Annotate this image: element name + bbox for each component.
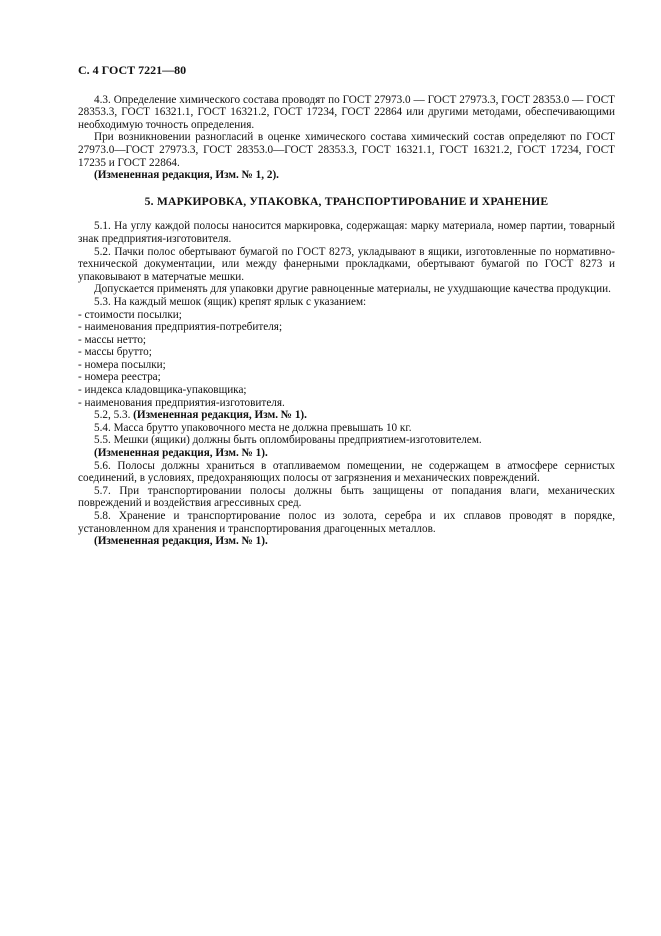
paragraph-5-2: 5.2. Пачки полос обертывают бумагой по ГОСТ 8273, укладывают в ящики, изготовленные по нормативно-технической документации, или между фанерными прокладками, обертывают бумагой по ГОСТ 8273 и упаковывают в матерчатые мешки. xyxy=(78,245,615,283)
paragraph-5-7: 5.7. При транспортировании полосы должны быть защищены от попадания влаги, механических повреждений и воздействия агрессивных сред. xyxy=(78,484,615,510)
edition-note: (Измененная редакция, Изм. № 1). xyxy=(94,447,268,460)
list-item: - наименования предприятия-потребителя; xyxy=(78,321,283,334)
page-header: С. 4 ГОСТ 7221—80 xyxy=(78,63,187,77)
list-item: - номера посылки; xyxy=(78,358,166,371)
paragraph-5-2-allowance: Допускается применять для упаковки другие равноценные материалы, не ухудшающие качества продукции. xyxy=(94,283,611,296)
paragraph-4-3: 4.3. Определение химического состава проводят по ГОСТ 27973.0 — ГОСТ 27973.3, ГОСТ 28353.0 — ГОСТ 28353.3, ГОСТ 16321.1, ГОСТ 16321.2, ГОСТ 17234, ГОСТ 22864 или другими методами, обеспечивающими необходимую точность определения. xyxy=(78,93,615,131)
paragraph-5-3: 5.3. На каждый мешок (ящик) крепят ярлык с указанием: xyxy=(94,295,367,308)
edition-note: (Измененная редакция, Изм. № 1). xyxy=(133,409,307,422)
list-item: - стоимости посылки; xyxy=(78,308,182,321)
paragraph-dispute: При возникновении разногласий в оценке химического состава химический состав определяют по ГОСТ 27973.0—ГОСТ 27973.3, ГОСТ 28353.0—ГОСТ 28353.3, ГОСТ 16321.1, ГОСТ 16321.2, ГОСТ 17234, ГОСТ 17235 и ГОСТ 22864. xyxy=(78,131,615,169)
edition-note: (Измененная редакция, Изм. № 1). xyxy=(94,535,268,548)
document-page xyxy=(78,64,615,548)
section-title: 5. МАРКИРОВКА, УПАКОВКА, ТРАНСПОРТИРОВАНИЕ И ХРАНЕНИЕ xyxy=(144,194,549,208)
paragraph-5-6: 5.6. Полосы должны храниться в отапливаемом помещении, не содержащем в атмосфере сернистых соединений, в условиях, предохраняющих полосы от загрязнения и механических повреждений. xyxy=(78,459,615,485)
paragraph-5-2-5-3-note xyxy=(78,409,615,422)
paragraph-5-8: 5.8. Хранение и транспортирование полос из золота, серебра и их сплавов проводят в порядке, установленном для хранения и транспортирования драгоценных металлов. xyxy=(78,510,615,535)
paragraph-5-1: 5.1. На углу каждой полосы наносится маркировка, содержащая: марку материала, номер партии, товарный знак предприятия-изготовителя. xyxy=(78,220,615,245)
paragraph-5-4: 5.4. Масса брутто упаковочного места не должна превышать 10 кг. xyxy=(94,421,412,434)
clause-numbers: 5.2, 5.3. xyxy=(94,409,131,422)
list-item: - массы брутто; xyxy=(78,346,152,359)
label-list xyxy=(78,309,615,410)
list-item: - индекса кладовщика-упаковщика; xyxy=(78,384,247,397)
list-item: - номера реестра; xyxy=(78,371,161,384)
list-item: - массы нетто; xyxy=(78,333,147,346)
paragraph-5-5: 5.5. Мешки (ящики) должны быть опломбированы предприятием-изготовителем. xyxy=(94,434,482,447)
list-item: - наименования предприятия-изготовителя. xyxy=(78,396,285,409)
edition-note: (Измененная редакция, Изм. № 1, 2). xyxy=(94,169,279,182)
